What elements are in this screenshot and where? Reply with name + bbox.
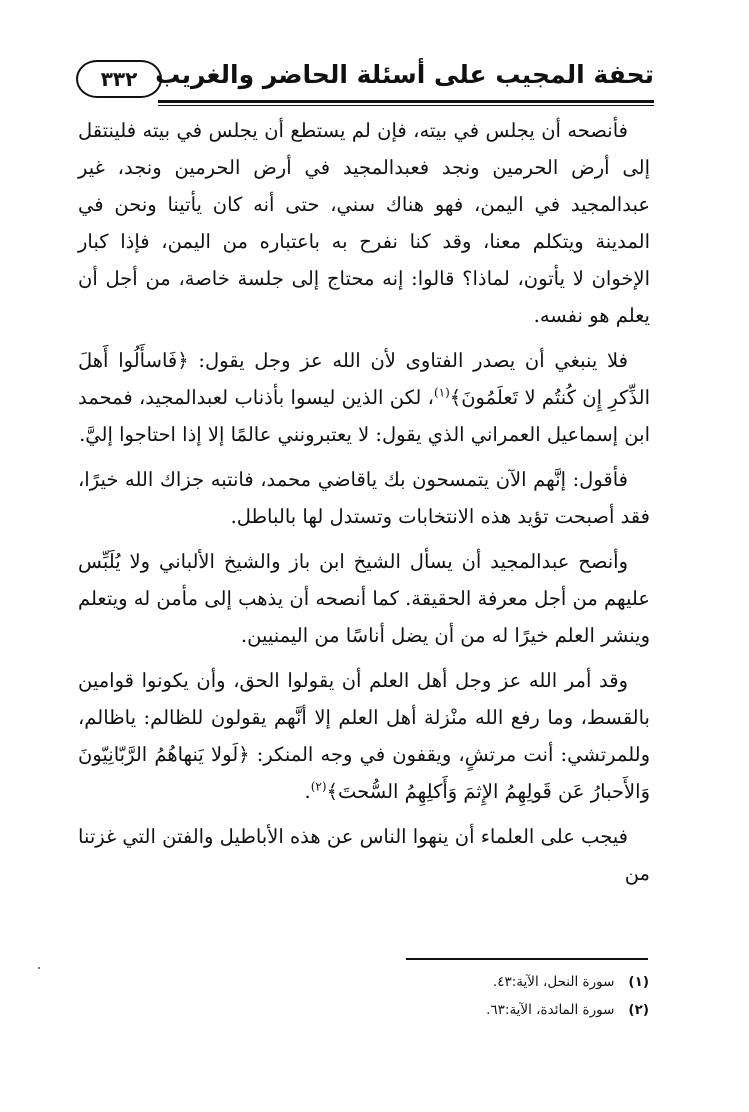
paragraph-text: فلا ينبغي أن يصدر الفتاوى لأن الله عز وجل يقول:: [188, 349, 628, 372]
paragraph-1: [78, 112, 650, 334]
paragraph-text: .: [304, 780, 311, 803]
paragraph-text: وأنصح عبدالمجيد أن يسأل الشيخ ابن باز والشيخ الألباني ولا يُلَبِّس عليهم من أجل معرفة الحقيقة. كما أنصحه أن يذهب إلى مأمن له ويتعلم وينشر العلم خيرًا له من أن يضل أناسًا من اليمنيين.: [78, 550, 650, 647]
paragraph-3: [78, 461, 650, 535]
paragraph-5: [78, 662, 650, 810]
header-rule: [158, 100, 654, 103]
footnotes: [486, 968, 649, 1024]
paragraph-6: [78, 818, 650, 892]
footnote-ref-2[interactable]: (٢): [310, 779, 327, 794]
paragraph-text: ، لكن الذين ليسوا بأذناب لعبدالمجيد، فمحمد ابن إسماعيل العمراني الذي يقول: لا يعتبرونني عالمًا إلا إذا احتاجوا إليَّ.: [78, 386, 650, 446]
footnote-number: (١): [628, 974, 649, 990]
book-title: تحفة المجيب على أسئلة الحاضر والغريب: [155, 60, 654, 89]
quran-quote: ﴿فَاسأَلُوا أَهلَ الذِّكرِ إِن كُنتُم لا تَعلَمُونَ﴾: [78, 349, 650, 409]
footnote-text: سورة النحل، الآية:٤٣.: [492, 974, 615, 990]
quran-quote: ﴿لَولا يَنهاهُمُ الرَّبّانِيّونَ وَالأَحبارُ عَن قَولِهِمُ الإِثمَ وَأَكلِهِمُ السُّحتَ﴾: [78, 743, 650, 803]
paragraph-2: [78, 342, 650, 453]
footnote-separator: [406, 958, 648, 960]
footnote-1: [486, 968, 649, 996]
paragraph-text: فأنصحه أن يجلس في بيته، فإن لم يستطع أن يجلس في بيته فلينتقل إلى أرض الحرمين ونجد فعبدالمجيد في أرض الحرمين ونجد، غير عبدالمجيد في اليمن، فهو هناك سني، حتى أنه كان يأتينا ونحن في المدينة ويتكلم معنا، وقد كنا نفرح به باعتباره من اليمن، فإذا كبار الإخوان لا يأتون، لماذا؟ قالوا: إنه محتاج إلى جلسة خاصة، من أجل أن يعلم هو نفسه.: [78, 119, 650, 327]
page-header: [76, 58, 654, 106]
paragraph-text: فيجب على العلماء أن ينهوا الناس عن هذه الأباطيل والفتن التي غزتنا من: [78, 825, 650, 885]
paragraph-text: وقد أمر الله عز وجل أهل العلم أن يقولوا الحق، وأن يكونوا قوامين بالقسط، وما رفع الله منْزلة أهل العلم إلا أنَّهم يقولون للظالم: ياظالم، وللمرتشي: أنت مرتشٍ، ويقفون في وجه المنكر:: [78, 669, 651, 766]
page-number-oval: [76, 60, 162, 98]
footnote-2: [486, 996, 649, 1024]
paragraph-4: [78, 543, 650, 654]
main-text: [78, 112, 650, 900]
scan-speck: [38, 967, 40, 969]
paragraph-text: فأقول: إنَّهم الآن يتمسحون بك ياقاضي محمد، فانتبه جزاك الله خيرًا، فقد أصبحت تؤيد هذه الانتخابات وتستدل لها بالباطل.: [78, 468, 650, 528]
header-rule-thin: [158, 105, 654, 106]
footnote-number: (٢): [628, 1002, 649, 1018]
footnote-text: سورة المائدة، الآية:٦٣.: [486, 1002, 615, 1018]
page-number: ٣٣٢: [100, 67, 138, 91]
footnote-ref-1[interactable]: (١): [433, 385, 450, 400]
